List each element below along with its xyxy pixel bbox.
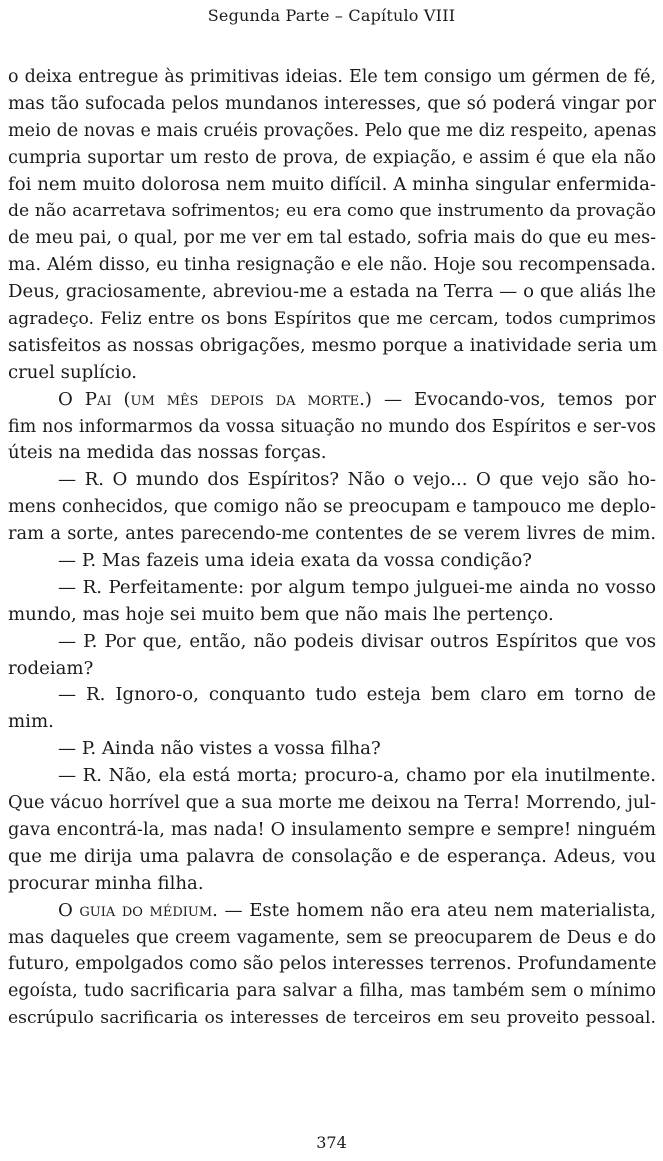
text-line <box>8 629 656 656</box>
text-line <box>8 64 656 91</box>
line-text: — P. Ainda não vistes a vossa filha? <box>58 738 381 760</box>
text-line <box>8 682 656 709</box>
text-line <box>8 306 656 333</box>
line-text: de não acarretava sofrimentos; eu era como que instrumento da provação <box>8 201 656 222</box>
speaker-label: O Pai (um mês depois da morte.) <box>58 388 372 410</box>
text-line <box>8 871 656 898</box>
line-text: — R. Ignoro-o, conquanto tudo esteja bem claro em torno de <box>58 684 656 706</box>
line-text: mim. <box>8 711 54 733</box>
text-line <box>8 252 656 279</box>
line-text: de meu pai, o qual, por me ver em tal estado, sofria mais do que eu mes- <box>8 228 656 249</box>
line-text: que me dirija uma palavra de consolação e de esperança. Adeus, vou <box>8 845 656 867</box>
line-text: mens conhecidos, que comigo não se preocupam e tampouco me deplo- <box>8 496 656 518</box>
line-text: — Evocando-vos, temos por <box>371 388 656 410</box>
line-text: — P. Mas fazeis uma ideia exata da vossa condição? <box>58 550 532 572</box>
text-line <box>8 548 656 575</box>
line-text: cumpria suportar um resto de prova, de expiação, e assim é que ela não <box>8 147 656 168</box>
text-line <box>8 145 656 172</box>
text-line <box>8 602 656 629</box>
running-header: Segunda Parte – Capítulo VIII <box>207 6 456 25</box>
text-line <box>8 387 656 414</box>
text-line <box>8 118 656 145</box>
text-line <box>8 494 656 521</box>
line-text: escrúpulo sacrificaria os interesses de terceiros em seu proveito pessoal. <box>8 1008 656 1029</box>
text-line <box>8 279 656 306</box>
text-line <box>8 333 656 360</box>
line-text: úteis na medida das nossas forças. <box>8 442 327 464</box>
line-text: satisfeitos as nossas obrigações, mesmo porque a inatividade seria um <box>8 334 658 356</box>
line-text: meio de novas e mais cruéis provações. Pelo que me diz respeito, apenas <box>8 120 657 141</box>
text-line <box>8 360 656 387</box>
text-line <box>8 91 656 118</box>
text-line <box>8 414 656 441</box>
line-text: — R. Não, ela está morta; procuro-a, chamo por ela inutilmente. <box>58 765 656 787</box>
line-text: — Este homem não era ateu nem materialista, <box>217 899 656 921</box>
text-line <box>8 951 656 978</box>
text-line <box>8 978 656 1005</box>
line-text: procurar minha filha. <box>8 872 204 894</box>
line-text: ram a sorte, antes parecendo-me contentes de se verem livres de mim. <box>8 523 656 545</box>
text-line <box>8 656 656 683</box>
line-text: — P. Por que, então, não podeis divisar outros Espíritos que vos <box>58 630 656 652</box>
text-line <box>8 1005 656 1032</box>
text-line <box>8 521 656 548</box>
text-line <box>8 736 656 763</box>
line-text: fim nos informarmos da vossa situação no mundo dos Espíritos e ser-vos <box>8 416 656 437</box>
text-line <box>8 844 656 871</box>
line-text: gava encontrá-la, mas nada! O insulamento sempre e sempre! ninguém <box>8 818 656 840</box>
line-text: mas tão sufocada pelos mundanos interesses, que só poderá vingar por <box>8 92 656 114</box>
text-line <box>8 790 656 817</box>
text-line <box>8 898 656 925</box>
text-line <box>8 172 656 199</box>
text-line <box>8 198 656 225</box>
line-text: — R. Perfeitamente: por algum tempo julguei-me ainda no vosso <box>58 576 656 598</box>
text-line <box>8 575 656 602</box>
line-text: Que vácuo horrível que a sua morte me deixou na Terra! Morrendo, jul- <box>8 792 656 814</box>
line-text: ma. Além disso, eu tinha resignação e ele não. Hoje sou recompensada. <box>8 254 656 276</box>
line-text: o deixa entregue às primitivas ideias. Ele tem consigo um gérmen de fé, <box>8 67 656 87</box>
line-text: agradeço. Feliz entre os bons Espíritos que me cercam, todos cumprimos <box>8 309 656 330</box>
text-line <box>8 225 656 252</box>
line-text: — R. O mundo dos Espíritos? Não o vejo... O que vejo são ho- <box>58 469 656 491</box>
speaker-label: O guia do médium. <box>58 899 218 921</box>
body-text <box>8 64 656 1032</box>
text-line <box>8 763 656 790</box>
text-line <box>8 925 656 952</box>
line-text: futuro, empolgados como são pelos interesses terrenos. Profundamente <box>8 953 657 975</box>
line-text: mundo, mas hoje sei muito bem que não mais lhe pertenço. <box>8 603 554 625</box>
line-text: mas daqueles que creem vagamente, sem se preocuparem de Deus e do <box>8 927 656 948</box>
text-line <box>8 709 656 736</box>
line-text: foi nem muito dolorosa nem muito difícil. A minha singular enfermida- <box>8 173 656 195</box>
page-number: 374 <box>316 1133 347 1152</box>
text-line <box>8 440 656 467</box>
line-text: Deus, graciosamente, abreviou-me a estada na Terra — o que aliás lhe <box>8 281 656 303</box>
line-text: cruel suplício. <box>8 361 138 383</box>
line-text: egoísta, tudo sacrificaria para salvar a filha, mas também sem o mínimo <box>8 981 656 1002</box>
text-line <box>8 467 656 494</box>
text-line <box>8 817 656 844</box>
line-text: rodeiam? <box>8 657 94 679</box>
